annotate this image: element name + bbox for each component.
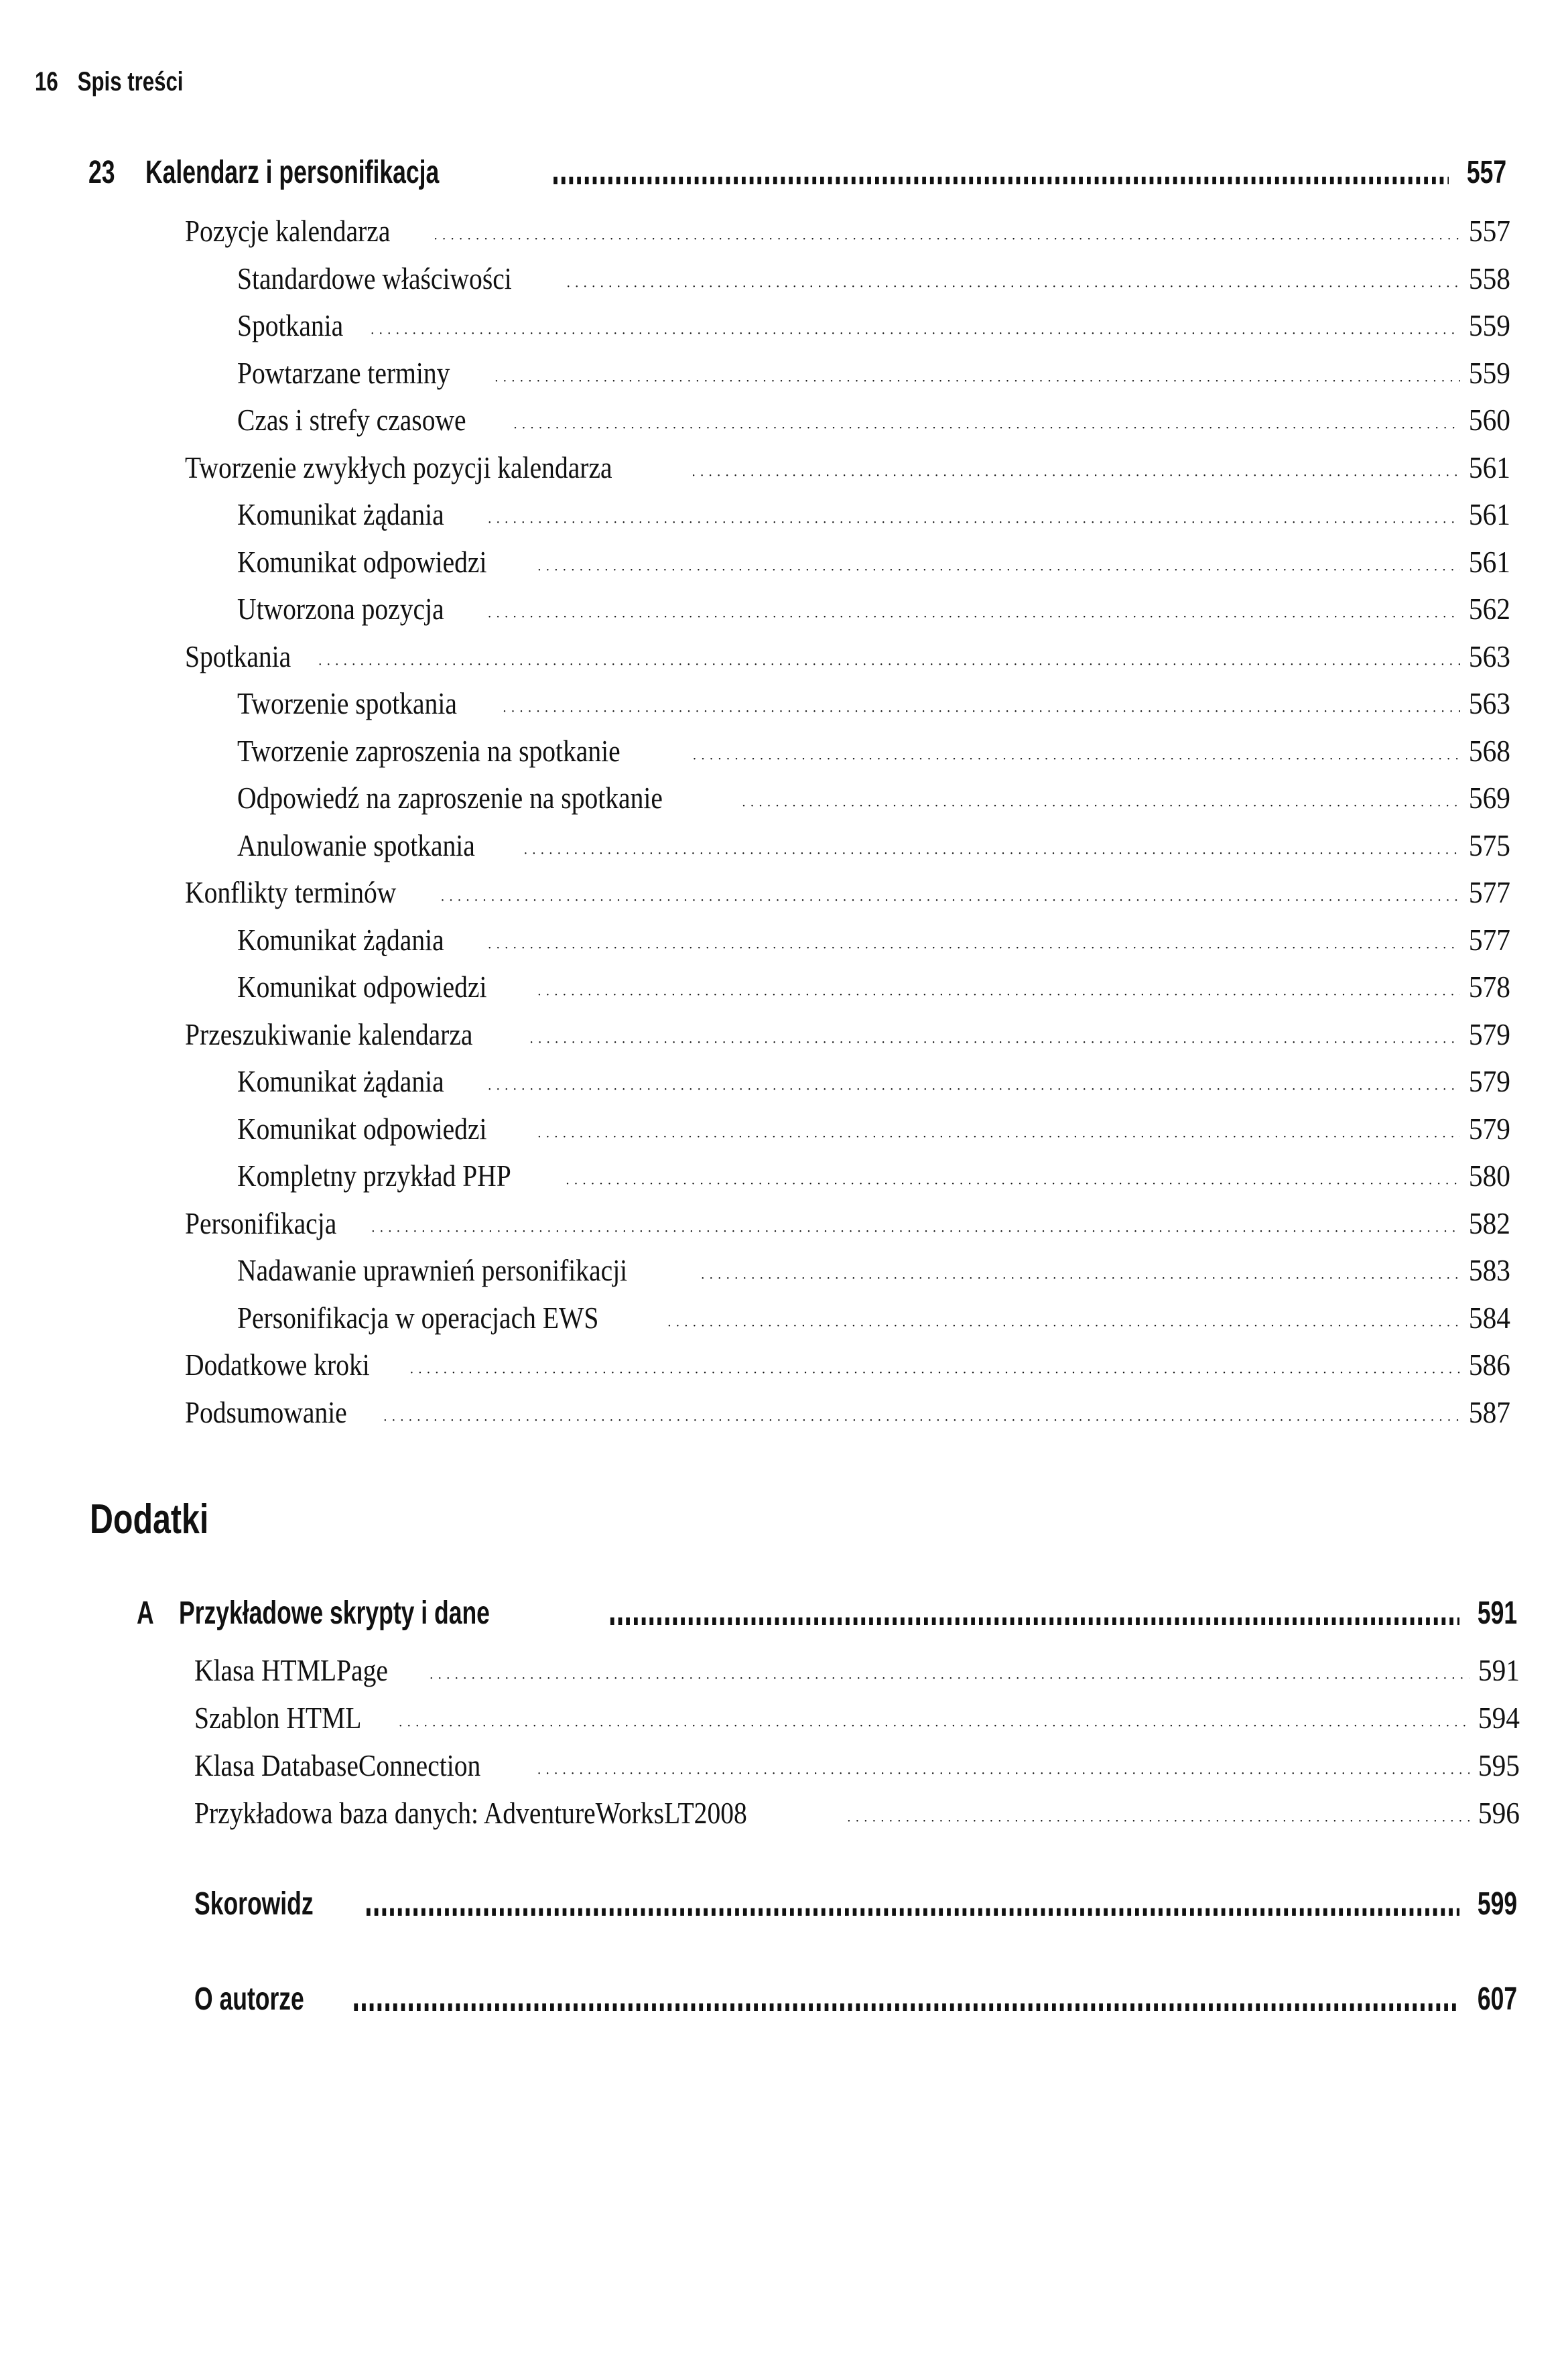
toc-subsection[interactable] — [237, 402, 1510, 438]
entry-title: Czas i strefy czasowe — [237, 403, 466, 437]
dot-leader — [372, 1205, 1460, 1241]
entry-title: Spotkania — [237, 308, 344, 342]
entry-page: 596 — [1478, 1796, 1520, 1830]
entry-title: Komunikat żądania — [237, 1064, 444, 1098]
toc-subsection[interactable] — [237, 828, 1510, 863]
toc-subsection[interactable] — [237, 685, 1510, 721]
entry-title: Personifikacja w operacjach EWS — [237, 1300, 599, 1335]
dot-leader — [538, 1748, 1469, 1783]
entry-page: 586 — [1468, 1348, 1510, 1382]
entry-title: Komunikat odpowiedzi — [237, 1111, 487, 1146]
toc-appendix-a[interactable] — [137, 1595, 1517, 1632]
entry-page: 594 — [1478, 1701, 1520, 1735]
dot-leader — [610, 1595, 1459, 1632]
entry-page: 582 — [1468, 1205, 1510, 1240]
entry-page: 579 — [1468, 1111, 1510, 1146]
toc-subsection[interactable] — [237, 969, 1510, 1004]
entry-title: Dodatkowe kroki — [185, 1348, 370, 1382]
chapter-number: 23 — [88, 155, 115, 190]
entry-page: 569 — [1468, 781, 1510, 815]
appendix-letter: A — [137, 1595, 154, 1631]
entry-title: Tworzenie zaproszenia na spotkanie — [237, 733, 620, 768]
appendix-title: Przykładowe skrypty i dane — [178, 1595, 490, 1631]
dot-leader — [702, 1252, 1460, 1288]
entry-title: Komunikat odpowiedzi — [237, 544, 487, 579]
toc-subsection[interactable] — [237, 1063, 1510, 1099]
dot-leader — [488, 591, 1460, 627]
toc-section[interactable] — [185, 639, 1510, 674]
toc-subsection[interactable] — [237, 544, 1510, 580]
dot-leader — [503, 685, 1460, 721]
dot-leader — [538, 1111, 1460, 1147]
entry-title: Klasa DatabaseConnection — [194, 1748, 481, 1782]
dot-leader — [568, 261, 1461, 296]
entry-page: 557 — [1468, 214, 1510, 248]
toc-subsection[interactable] — [237, 355, 1510, 391]
toc-subsection[interactable] — [237, 591, 1510, 627]
page-number: 16 — [35, 67, 58, 96]
toc-section[interactable] — [185, 1347, 1510, 1382]
dot-leader — [319, 639, 1460, 674]
chapter-title: Kalendarz i personifikacja — [145, 155, 440, 190]
toc-section[interactable] — [185, 1205, 1510, 1241]
toc-section[interactable] — [185, 450, 1510, 485]
entry-title: Komunikat odpowiedzi — [237, 970, 487, 1004]
dot-leader — [538, 969, 1460, 1004]
entry-title: Klasa HTMLPage — [194, 1653, 388, 1687]
entry-page: 579 — [1468, 1017, 1510, 1051]
dot-leader — [488, 1063, 1460, 1099]
dot-leader — [488, 497, 1460, 532]
dot-leader — [848, 1795, 1469, 1831]
entry-page: 575 — [1468, 828, 1510, 862]
entry-page: 577 — [1468, 922, 1510, 957]
entry-page: 559 — [1468, 308, 1510, 342]
back-matter-page: 607 — [1477, 1981, 1517, 2017]
dot-leader — [411, 1347, 1460, 1382]
toc-subsection[interactable] — [237, 308, 1510, 343]
dot-leader — [430, 1652, 1469, 1688]
entry-title: Odpowiedź na zaproszenie na spotkanie — [237, 781, 663, 815]
dot-leader — [530, 1017, 1460, 1052]
entry-page: 560 — [1468, 403, 1510, 437]
dot-leader — [742, 780, 1460, 815]
toc-o-autorze[interactable] — [194, 1981, 1517, 2018]
dot-leader — [488, 922, 1460, 958]
entry-page: 578 — [1468, 970, 1510, 1004]
toc-section[interactable] — [185, 1394, 1510, 1430]
entry-page: 587 — [1468, 1394, 1510, 1429]
toc-subsection[interactable] — [237, 922, 1510, 958]
dot-leader — [668, 1300, 1460, 1335]
dot-leader — [525, 828, 1460, 863]
entry-title: Podsumowanie — [185, 1394, 347, 1429]
back-matter-title: Skorowidz — [194, 1886, 314, 1922]
toc-subsection[interactable] — [237, 497, 1510, 532]
dot-leader — [538, 544, 1460, 580]
dot-leader — [442, 874, 1460, 910]
entry-page: 584 — [1468, 1300, 1510, 1335]
entry-page: 563 — [1468, 686, 1510, 720]
dot-leader — [566, 1158, 1460, 1193]
entry-page: 591 — [1478, 1653, 1520, 1687]
toc-section[interactable] — [194, 1700, 1520, 1735]
entry-title: Standardowe właściwości — [237, 261, 512, 296]
entry-title: Komunikat żądania — [237, 922, 444, 957]
back-matter-title: O autorze — [194, 1981, 304, 2017]
entry-title: Powtarzane terminy — [237, 355, 450, 390]
entry-page: 579 — [1468, 1064, 1510, 1098]
toc-subsection[interactable] — [237, 1252, 1510, 1288]
dot-leader — [366, 1886, 1459, 1922]
entry-title: Przeszukiwanie kalendarza — [185, 1017, 473, 1051]
toc-subsection[interactable] — [237, 1158, 1510, 1193]
entry-page: 568 — [1468, 733, 1510, 768]
dot-leader — [514, 402, 1460, 438]
dot-leader — [692, 450, 1460, 485]
entry-page: 577 — [1468, 875, 1510, 909]
toc-section[interactable] — [194, 1795, 1520, 1831]
entry-page: 561 — [1468, 450, 1510, 484]
dot-leader — [434, 213, 1460, 249]
entry-page: 561 — [1468, 544, 1510, 579]
dot-leader — [694, 733, 1460, 769]
entry-title: Konflikty terminów — [185, 875, 397, 909]
toc-subsection[interactable] — [237, 733, 1510, 769]
entry-page: 580 — [1468, 1159, 1510, 1193]
entry-title: Nadawanie uprawnień personifikacji — [237, 1253, 628, 1287]
dot-leader — [371, 308, 1460, 343]
part-heading: Dodatki — [90, 1496, 209, 1543]
dot-leader — [553, 154, 1449, 191]
entry-page: 561 — [1468, 497, 1510, 531]
entry-title: Anulowanie spotkania — [237, 828, 475, 862]
entry-title: Szablon HTML — [194, 1701, 362, 1735]
entry-page: 563 — [1468, 639, 1510, 673]
entry-page: 558 — [1468, 261, 1510, 296]
entry-title: Tworzenie zwykłych pozycji kalendarza — [185, 450, 612, 484]
entry-title: Przykładowa baza danych: AdventureWorksLT2008 — [194, 1796, 747, 1830]
dot-leader — [495, 355, 1460, 391]
toc-skorowidz[interactable] — [194, 1886, 1517, 1922]
entry-page: 562 — [1468, 592, 1510, 626]
toc-section[interactable] — [185, 1017, 1510, 1052]
toc-section[interactable] — [185, 213, 1510, 249]
toc-subsection[interactable] — [237, 1300, 1510, 1335]
chapter-page: 557 — [1466, 155, 1506, 190]
dot-leader — [384, 1394, 1460, 1430]
toc-section[interactable] — [185, 874, 1510, 910]
running-head — [35, 67, 183, 97]
entry-page: 595 — [1478, 1748, 1520, 1782]
dot-leader — [399, 1700, 1469, 1735]
entry-title: Kompletny przykład PHP — [237, 1159, 511, 1193]
toc-section[interactable] — [194, 1652, 1520, 1688]
entry-title: Tworzenie spotkania — [237, 686, 457, 720]
entry-title: Spotkania — [185, 639, 291, 673]
entry-title: Utworzona pozycja — [237, 592, 444, 626]
entry-title: Pozycje kalendarza — [185, 214, 391, 248]
entry-page: 559 — [1468, 355, 1510, 390]
toc-chapter-23[interactable] — [88, 154, 1506, 191]
toc-subsection[interactable] — [237, 1111, 1510, 1147]
toc-section[interactable] — [194, 1748, 1520, 1783]
entry-title: Komunikat żądania — [237, 497, 444, 531]
back-matter-page: 599 — [1477, 1886, 1517, 1922]
appendix-page: 591 — [1477, 1595, 1517, 1631]
entry-title: Personifikacja — [185, 1205, 337, 1240]
toc-subsection[interactable] — [237, 780, 1510, 815]
toc-subsection[interactable] — [237, 261, 1510, 296]
running-head-title: Spis treści — [77, 67, 184, 96]
dot-leader — [353, 1981, 1459, 2018]
entry-page: 583 — [1468, 1253, 1510, 1287]
